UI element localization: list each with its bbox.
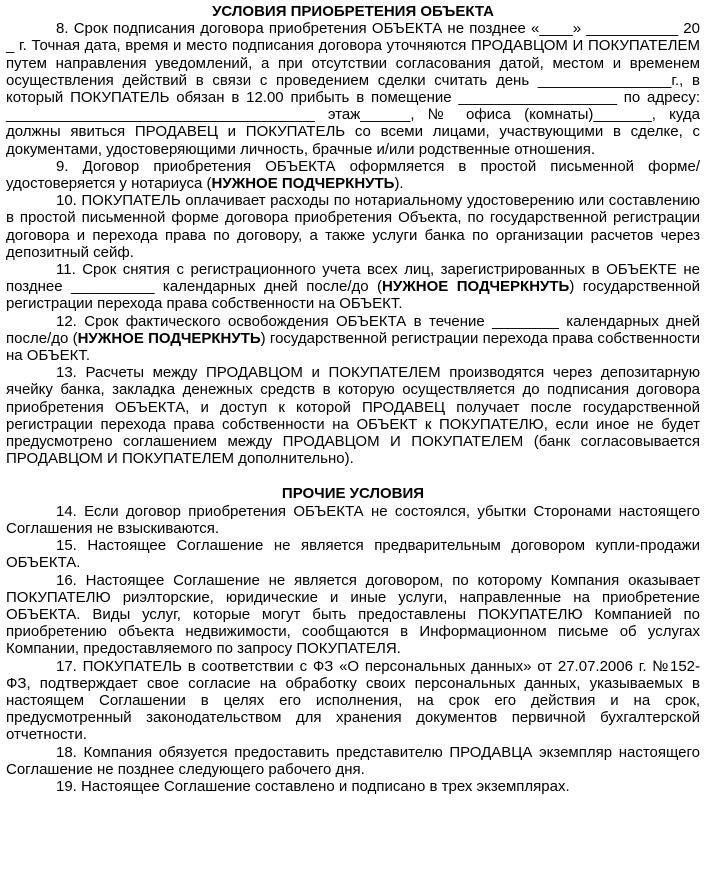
emphasis-text: НУЖНОЕ ПОДЧЕРКНУТЬ: [77, 329, 261, 347]
emphasis-text: НУЖНОЕ ПОДЧЕРКНУТЬ: [211, 175, 395, 193]
paragraph-14: 14. Если договор приобретения ОБЪЕКТА не состоялся, убытки Сторонами настоящего Соглашения не взыскиваются.: [6, 502, 700, 537]
paragraph-10: 10. ПОКУПАТЕЛЬ оплачивает расходы по нотариальному удостоверению или составлению в простой письменной форме договора приобретения Объекта, по государственной регистрации договора и перехода права по договору, а также услуги банка по организации расчетов через депозитный сейф.: [6, 192, 700, 261]
paragraph-13: 13. Расчеты между ПРОДАВЦОМ и ПОКУПАТЕЛЕМ производятся через депозитарную ячейку банка, закладка денежных средств в которую осуществляется до подписания договора приобретения ОБЪЕКТА, и доступ к которой ПРОДАВЕЦ получает после государственной регистрации перехода права собственности на ОБЪЕКТ к ПОКУПАТЕЛЮ, если иное не будет предусмотрено соглашением между ПРОДАВЦОМ И ПОКУПАТЕЛЕМ (банк согласовывается ПРОДАВЦОМ И ПОКУПАТЕЛЕМ дополнительно).: [6, 364, 700, 468]
paragraph-17: 17. ПОКУПАТЕЛЬ в соответствии с ФЗ «О персональных данных» от 27.07.2006 г. №152-ФЗ, подтверждает свое согласие на обработку своих персональных данных, указываемых в настоящем Соглашении в целях его исполнения, на срок его действия и на срок, предусмотренный законодательством для хранения документов первичной бухгалтерской отчетности.: [6, 657, 700, 744]
emphasis-text: НУЖНОЕ ПОДЧЕРКНУТЬ: [382, 278, 570, 296]
paragraph-15: 15. Настоящее Соглашение не является предварительным договором купли-продажи ОБЪЕКТА.: [6, 537, 700, 572]
section-title-conditions: УСЛОВИЯ ПРИОБРЕТЕНИЯ ОБЪЕКТА: [212, 3, 494, 20]
paragraph-12: 12. Срок фактического освобождения ОБЪЕКТА в течение ________ календарных дней после/до (НУЖНОЕ ПОДЧЕРКНУТЬ) государственной регистрации перехода права собственности на ОБЪЕКТ.: [6, 312, 701, 365]
paragraph-11: 11. Срок снятия с регистрационного учета всех лиц, зарегистрированных в ОБЪЕКТЕ не позднее __________ календарных дней после/до (НУЖНОЕ ПОДЧЕРКНУТЬ) государственной регистрации перехода права собственности на ОБЪЕКТ.: [6, 261, 701, 313]
paragraph-8: 8. Срок подписания договора приобретения ОБЪЕКТА не позднее «____» ___________ 20 _ г. Точная дата, время и место подписания договора уточняются ПРОДАВЦОМ И ПОКУПАТЕЛЕМ путем направления уведомлений, а при отсутствии согласования датой, местом и временем осуществления действий в связи с проведением сделки считать день ________________г., в который ПОКУПАТЕЛЬ обязан в 12.00 прибыть в помещение ___________________ по адресу: _____________________________________ этаж______, № офиса (комнаты)_______, куда должны явиться ПРОДАВЕЦ и ПОКУПАТЕЛЬ со всеми лицами, участвующими в сделке, с документами, удостоверяющими личность, брачные и/или родственные отношения.: [6, 20, 700, 158]
section-spacer: [6, 467, 700, 485]
section-title-other: ПРОЧИЕ УСЛОВИЯ: [281, 485, 425, 503]
paragraph-18: 18. Компания обязуется предоставить представителю ПРОДАВЦА экземпляр настоящего Соглашение не позднее следующего рабочего дня.: [6, 743, 700, 778]
paragraph-19: 19. Настоящее Соглашение составлено и подписано в трех экземплярах.: [56, 777, 570, 795]
paragraph-9: 9. Договор приобретения ОБЪЕКТА оформляется в простой письменной форме/удостоверяется у нотариуса (НУЖНОЕ ПОДЧЕРКНУТЬ).: [6, 157, 700, 193]
paragraph-16: 16. Настоящее Соглашение не является договором, по которому Компания оказывает ПОКУПАТЕЛЮ риэлторские, юридические и иные услуги, направленные на приобретение ОБЪЕКТА. Виды услуг, которые могут быть предоставлены ПОКУПАТЕЛЮ Компанией по приобретению объекта недвижимости, сообщаются в Информационном письме об услугах Компании, предоставляемого по запросу ПОКУПАТЕЛЯ.: [6, 571, 700, 658]
